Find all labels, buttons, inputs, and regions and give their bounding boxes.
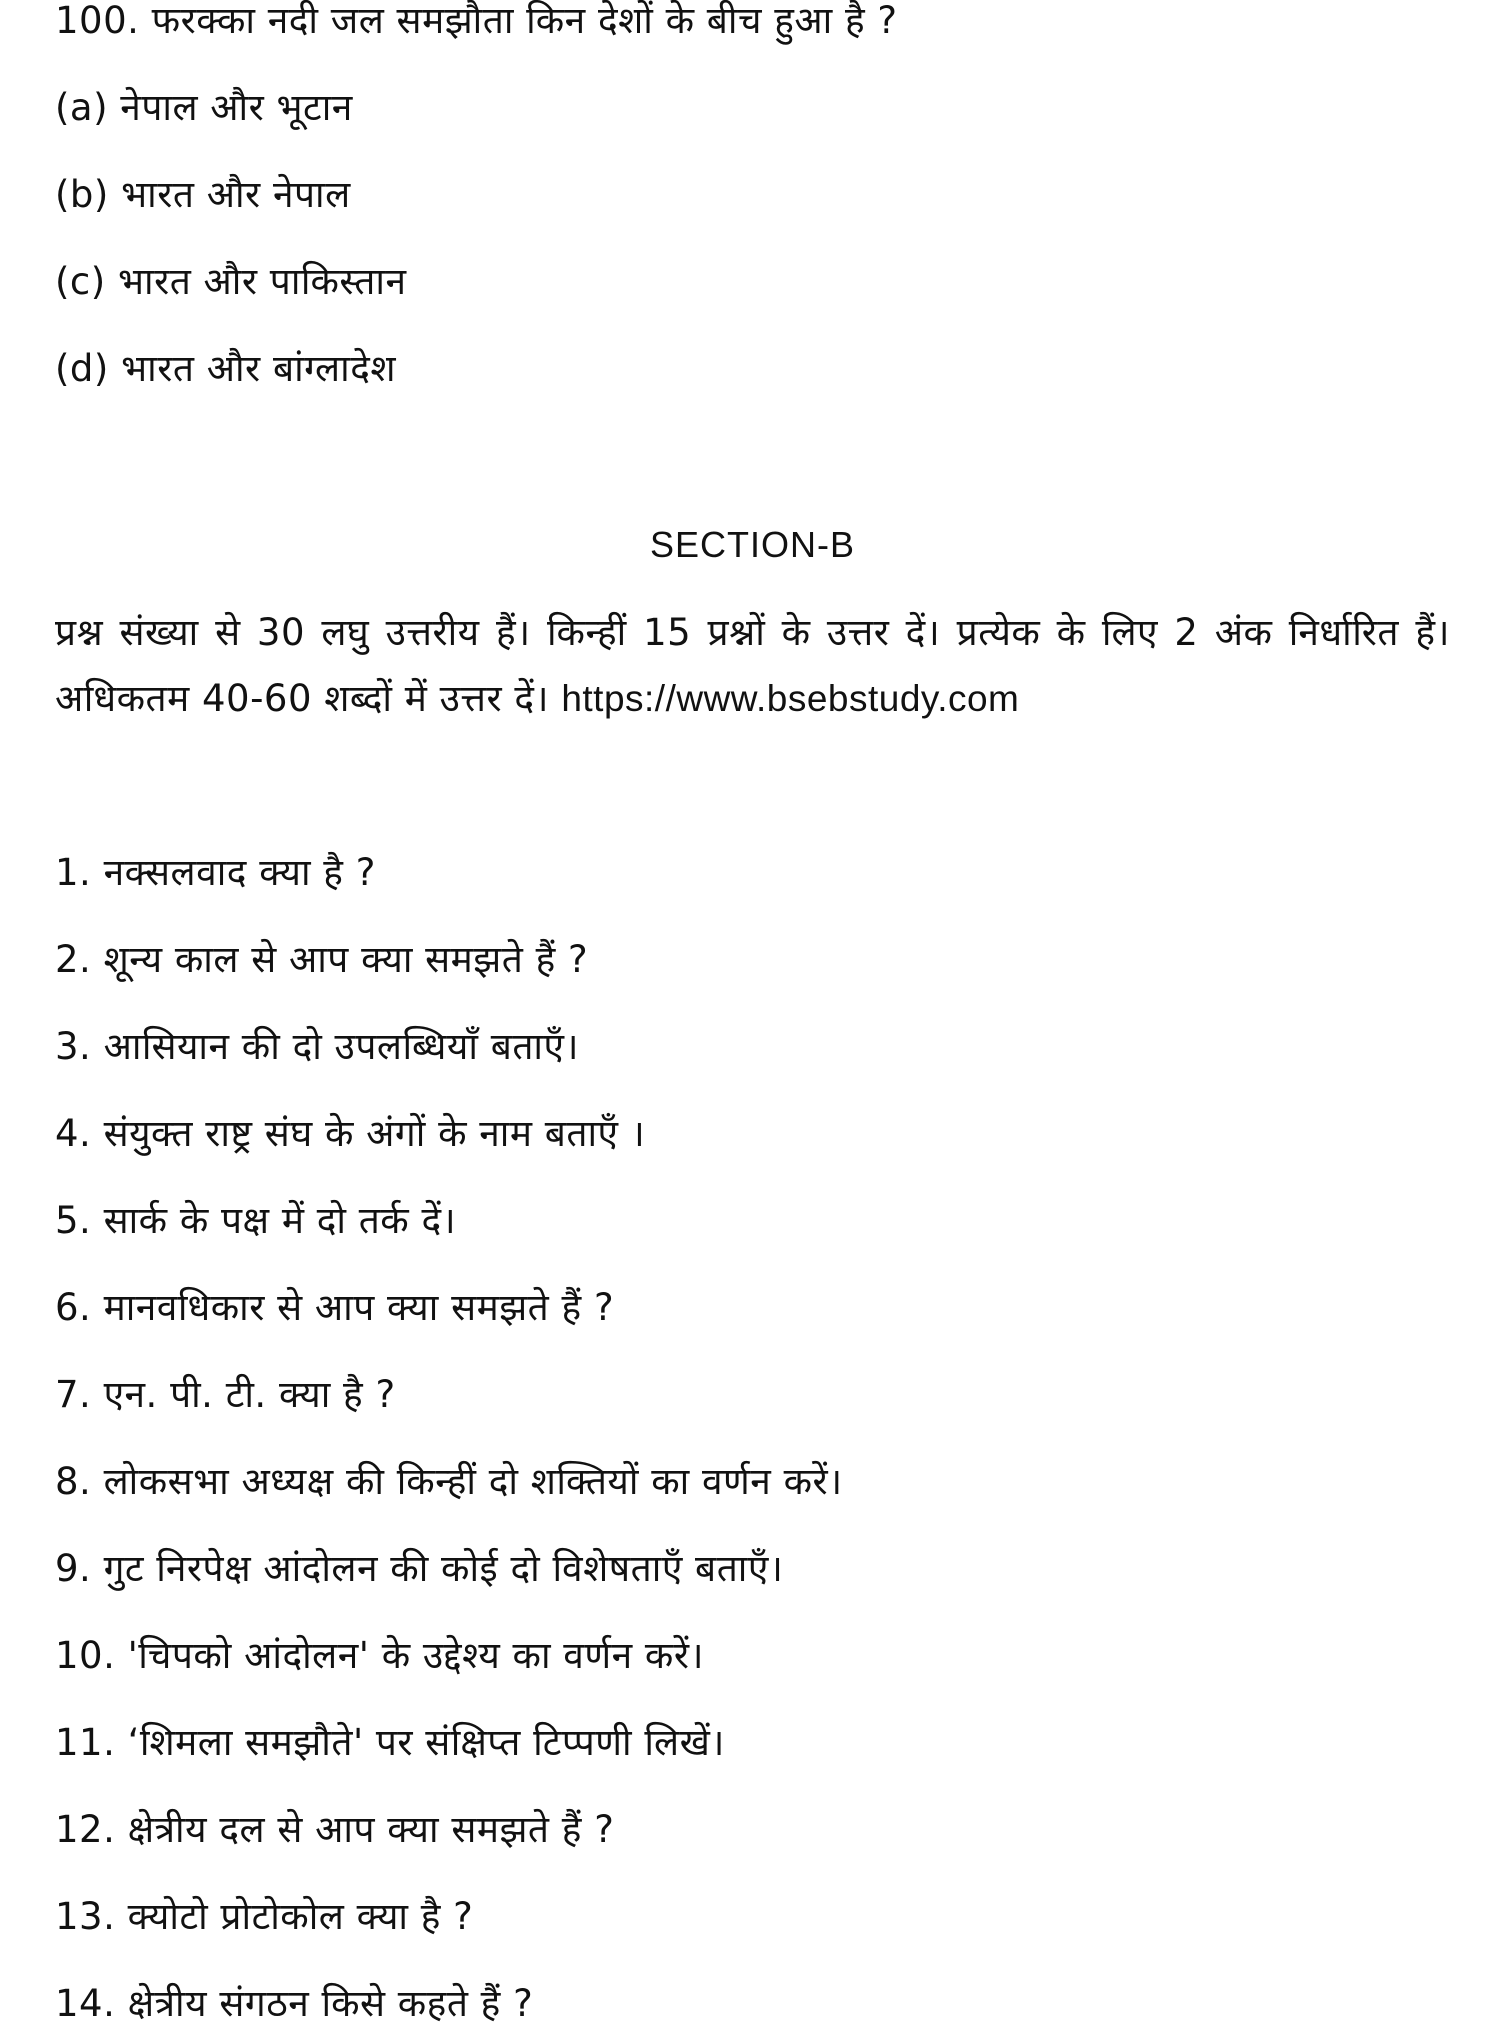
question-2: 2. शून्य काल से आप क्या समझते हैं ? [55, 938, 589, 981]
question-8: 8. लोकसभा अध्यक्ष की किन्हीं दो शक्तियों का वर्णन करें। [55, 1460, 843, 1503]
question-9: 9. गुट निरपेक्ष आंदोलन की कोई दो विशेषताएँ बताएँ। [55, 1547, 784, 1590]
section-title: SECTION-B [649, 524, 855, 565]
option-a: (a) नेपाल और भूटान [55, 86, 353, 129]
option-c: (c) भारत और पाकिस्तान [55, 260, 407, 303]
option-d: (d) भारत और बांग्लादेश [55, 347, 397, 390]
section-instructions [55, 600, 1450, 732]
question-11: 11. ‘शिमला समझौते' पर संक्षिप्त टिप्पणी लिखें। [55, 1721, 725, 1764]
instructions-text: प्रश्न संख्या से 30 लघु उत्तरीय हैं। किन्हीं 15 प्रश्नों के उत्तर दें। प्रत्येक के लिए 2 अंक निर्धारित हैं। अधिकतम 40-60 शब्दों में उत्तर दें। [55, 611, 1450, 720]
option-b: (b) भारत और नेपाल [55, 173, 351, 216]
question-10: 10. 'चिपको आंदोलन' के उद्देश्य का वर्णन करें। [55, 1634, 704, 1677]
question-5: 5. सार्क के पक्ष में दो तर्क दें। [55, 1199, 457, 1242]
question-1: 1. नक्सलवाद क्या है ? [55, 851, 376, 894]
question-100: 100. फरक्का नदी जल समझौता किन देशों के बीच हुआ है ? [55, 0, 898, 42]
question-4: 4. संयुक्त राष्ट्र संघ के अंगों के नाम बताएँ । [55, 1112, 646, 1155]
question-7: 7. एन. पी. टी. क्या है ? [55, 1373, 396, 1416]
question-6: 6. मानवधिकार से आप क्या समझते हैं ? [55, 1286, 615, 1329]
question-3: 3. आसियान की दो उपलब्धियाँ बताएँ। [55, 1025, 579, 1068]
source-url: https://www.bsebstudy.com [561, 678, 1020, 719]
question-14: 14. क्षेत्रीय संगठन किसे कहते हैं ? [55, 1982, 534, 2025]
question-13: 13. क्योटो प्रोटोकोल क्या है ? [55, 1895, 474, 1938]
question-12: 12. क्षेत्रीय दल से आप क्या समझते हैं ? [55, 1808, 615, 1851]
